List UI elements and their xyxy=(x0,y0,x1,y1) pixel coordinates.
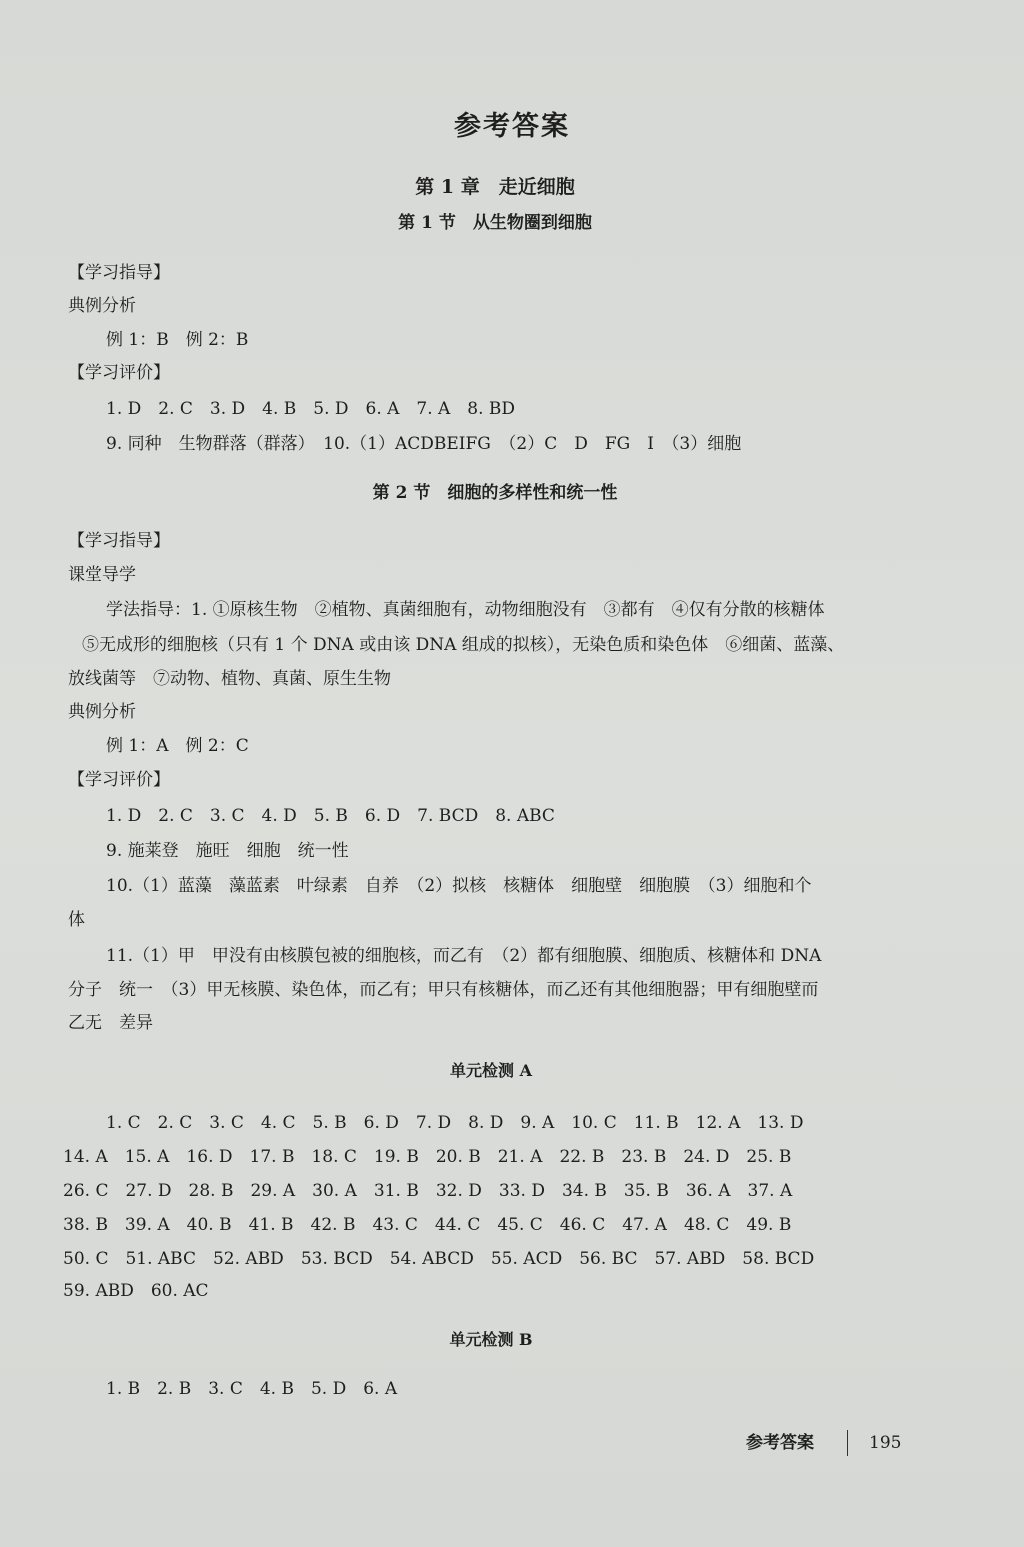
unit-a-heading: 单元检测 A xyxy=(450,1061,532,1080)
section1-example-label: 典例分析 xyxy=(68,296,136,316)
section2-eval-line2: 9. 施莱登 施旺 细胞 统一性 xyxy=(106,841,349,861)
section1-eval-line2: 9. 同种 生物群落（群落） 10.（1）ACDBEIFG （2）C D FG I （3）细胞 xyxy=(106,434,742,454)
section2-eval-line7: 乙无 差异 xyxy=(68,1013,153,1033)
page-title: 参考答案 xyxy=(454,111,570,142)
section2-method-line2: ⑤无成形的细胞核（只有 1 个 DNA 或由该 DNA 组成的拟核），无染色质和染色体 ⑥细菌、蓝藻、 xyxy=(82,635,845,655)
section2-example-label: 典例分析 xyxy=(68,702,136,722)
section1-heading: 第 1 节 从生物圈到细胞 xyxy=(398,213,592,233)
section1-eval-label: 【学习评价】 xyxy=(68,363,170,383)
chapter-heading: 第 1 章 走近细胞 xyxy=(415,176,575,198)
unit-b-heading: 单元检测 B xyxy=(449,1330,533,1349)
unit-a-row: 14. A 15. A 16. D 17. B 18. C 19. B 20. B 21. A 22. B 23. B 24. D 25. B xyxy=(63,1147,792,1167)
unit-a-row: 26. C 27. D 28. B 29. A 30. A 31. B 32. D 33. D 34. B 35. B 36. A 37. A xyxy=(63,1181,793,1201)
section2-eval-line4: 体 xyxy=(68,910,85,930)
footer-label: 参考答案 xyxy=(746,1433,814,1453)
section2-heading: 第 2 节 细胞的多样性和统一性 xyxy=(372,483,618,503)
section2-method-line3: 放线菌等 ⑦动物、植物、真菌、原生生物 xyxy=(68,669,391,689)
unit-a-row: 38. B 39. A 40. B 41. B 42. B 43. C 44. C 45. C 46. C 47. A 48. C 49. B xyxy=(63,1215,792,1235)
section2-eval-line3: 10.（1）蓝藻 藻蓝素 叶绿素 自养 （2）拟核 核糖体 细胞壁 细胞膜 （3）细胞和个 xyxy=(106,876,812,896)
section2-eval-label: 【学习评价】 xyxy=(68,770,170,790)
footer-divider xyxy=(847,1430,848,1456)
section2-example-answers: 例 1：A 例 2：C xyxy=(106,736,249,756)
unit-b-row: 1. B 2. B 3. C 4. B 5. D 6. A xyxy=(106,1379,398,1399)
section2-guide-label: 【学习指导】 xyxy=(68,531,170,551)
section1-guide-label: 【学习指导】 xyxy=(68,263,170,283)
section1-eval-line1: 1. D 2. C 3. D 4. B 5. D 6. A 7. A 8. BD xyxy=(106,399,516,419)
unit-a-row: 59. ABD 60. AC xyxy=(63,1281,209,1301)
unit-a-row: 1. C 2. C 3. C 4. C 5. B 6. D 7. D 8. D 9. A 10. C 11. B 12. A 13. D xyxy=(106,1113,804,1133)
section2-class-label: 课堂导学 xyxy=(68,565,136,585)
section2-method-line1: 学法指导：1. ①原核生物 ②植物、真菌细胞有，动物细胞没有 ③都有 ④仅有分散的核糖体 xyxy=(106,600,825,620)
unit-a-row: 50. C 51. ABC 52. ABD 53. BCD 54. ABCD 55. ACD 56. BC 57. ABD 58. BCD xyxy=(63,1249,815,1269)
section2-eval-line1: 1. D 2. C 3. C 4. D 5. B 6. D 7. BCD 8. ABC xyxy=(106,806,555,826)
page-number: 195 xyxy=(869,1433,902,1453)
section2-eval-line6: 分子 统一 （3）甲无核膜、染色体，而乙有；甲只有核糖体，而乙还有其他细胞器；甲有细胞壁而 xyxy=(68,980,819,1000)
section2-eval-line5: 11.（1）甲 甲没有由核膜包被的细胞核，而乙有 （2）都有细胞膜、细胞质、核糖体和 DNA xyxy=(106,946,822,966)
section1-example-answers: 例 1：B 例 2：B xyxy=(106,330,249,350)
